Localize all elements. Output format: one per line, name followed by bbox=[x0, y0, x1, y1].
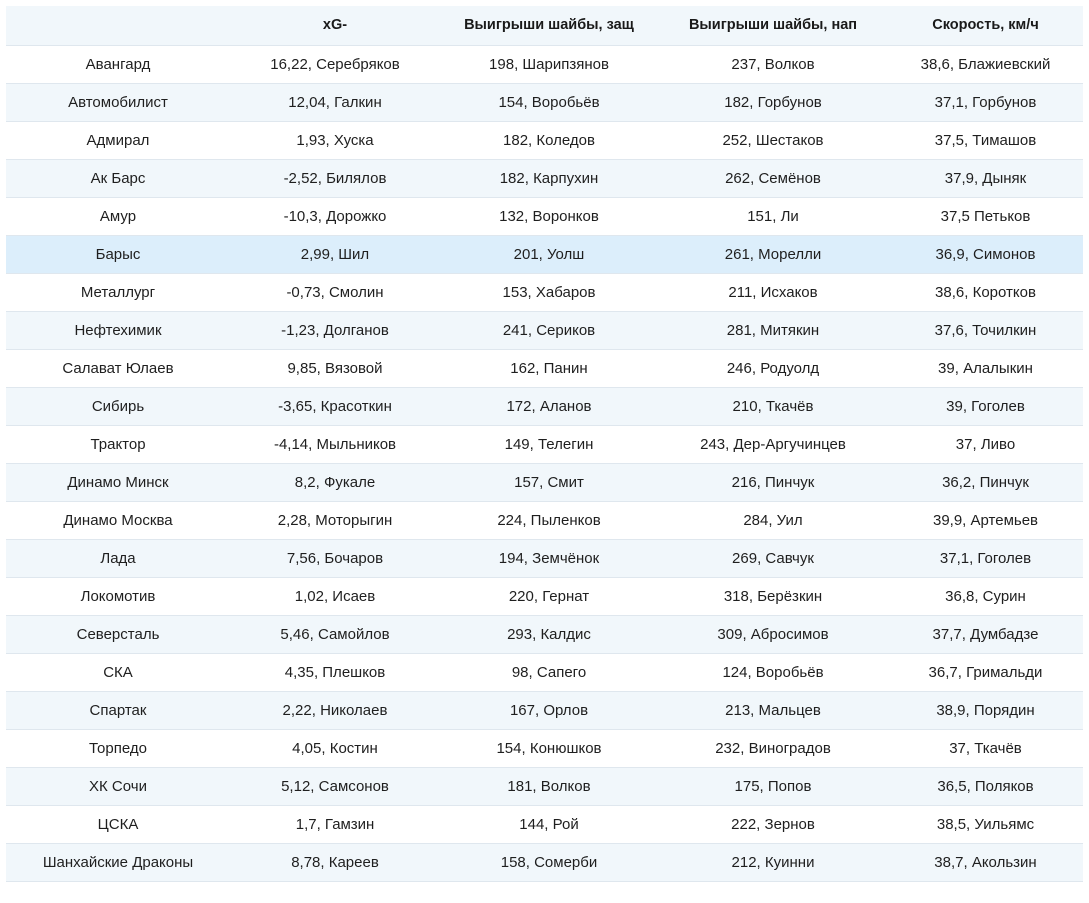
xg-cell: 16,22, Серебряков bbox=[230, 45, 440, 83]
faceoffs-def-cell: 167, Орлов bbox=[440, 691, 658, 729]
team-stats-table bbox=[6, 6, 1083, 882]
table-row bbox=[6, 691, 1083, 729]
table-row bbox=[6, 539, 1083, 577]
team-name-cell: Шанхайские Драконы bbox=[6, 843, 230, 881]
table-row bbox=[6, 463, 1083, 501]
speed-cell: 37,7, Думбадзе bbox=[888, 615, 1083, 653]
speed-cell: 36,9, Симонов bbox=[888, 235, 1083, 273]
team-name-cell: ЦСКА bbox=[6, 805, 230, 843]
team-name-cell: Торпедо bbox=[6, 729, 230, 767]
speed-cell: 38,7, Акользин bbox=[888, 843, 1083, 881]
faceoffs-def-cell: 132, Воронков bbox=[440, 197, 658, 235]
xg-cell: 4,05, Костин bbox=[230, 729, 440, 767]
faceoffs-def-cell: 154, Конюшков bbox=[440, 729, 658, 767]
table-row bbox=[6, 615, 1083, 653]
table-row bbox=[6, 653, 1083, 691]
table-row bbox=[6, 501, 1083, 539]
speed-cell: 37,5, Тимашов bbox=[888, 121, 1083, 159]
table-row bbox=[6, 349, 1083, 387]
xg-cell: 9,85, Вязовой bbox=[230, 349, 440, 387]
faceoffs-fwd-cell: 211, Исхаков bbox=[658, 273, 888, 311]
team-name-cell: Авангард bbox=[6, 45, 230, 83]
faceoffs-def-cell: 98, Сапего bbox=[440, 653, 658, 691]
team-name-cell: Динамо Минск bbox=[6, 463, 230, 501]
xg-cell: -2,52, Билялов bbox=[230, 159, 440, 197]
header-faceoffs-def: Выигрыши шайбы, защ bbox=[440, 6, 658, 45]
faceoffs-fwd-cell: 216, Пинчук bbox=[658, 463, 888, 501]
xg-cell: 2,99, Шил bbox=[230, 235, 440, 273]
table-row bbox=[6, 729, 1083, 767]
faceoffs-def-cell: 144, Рой bbox=[440, 805, 658, 843]
faceoffs-def-cell: 194, Земчёнок bbox=[440, 539, 658, 577]
faceoffs-fwd-cell: 284, Уил bbox=[658, 501, 888, 539]
speed-cell: 37,5 Петьков bbox=[888, 197, 1083, 235]
speed-cell: 39,9, Артемьев bbox=[888, 501, 1083, 539]
xg-cell: 5,46, Самойлов bbox=[230, 615, 440, 653]
team-name-cell: Лада bbox=[6, 539, 230, 577]
faceoffs-fwd-cell: 281, Митякин bbox=[658, 311, 888, 349]
xg-cell: 7,56, Бочаров bbox=[230, 539, 440, 577]
xg-cell: -3,65, Красоткин bbox=[230, 387, 440, 425]
speed-cell: 38,6, Коротков bbox=[888, 273, 1083, 311]
table-body bbox=[6, 45, 1083, 881]
table-row bbox=[6, 273, 1083, 311]
stats-table-container bbox=[6, 6, 1083, 882]
faceoffs-def-cell: 162, Панин bbox=[440, 349, 658, 387]
speed-cell: 37,1, Горбунов bbox=[888, 83, 1083, 121]
team-name-cell: Металлург bbox=[6, 273, 230, 311]
faceoffs-def-cell: 182, Коледов bbox=[440, 121, 658, 159]
table-row bbox=[6, 197, 1083, 235]
faceoffs-fwd-cell: 252, Шестаков bbox=[658, 121, 888, 159]
xg-cell: 1,02, Исаев bbox=[230, 577, 440, 615]
table-header bbox=[6, 6, 1083, 45]
speed-cell: 37,6, Точилкин bbox=[888, 311, 1083, 349]
table-row bbox=[6, 843, 1083, 881]
speed-cell: 37,9, Дыняк bbox=[888, 159, 1083, 197]
team-name-cell: Ак Барс bbox=[6, 159, 230, 197]
faceoffs-def-cell: 172, Аланов bbox=[440, 387, 658, 425]
team-name-cell: Адмирал bbox=[6, 121, 230, 159]
faceoffs-def-cell: 182, Карпухин bbox=[440, 159, 658, 197]
table-row bbox=[6, 311, 1083, 349]
faceoffs-fwd-cell: 212, Куинни bbox=[658, 843, 888, 881]
faceoffs-fwd-cell: 182, Горбунов bbox=[658, 83, 888, 121]
faceoffs-def-cell: 149, Телегин bbox=[440, 425, 658, 463]
faceoffs-fwd-cell: 210, Ткачёв bbox=[658, 387, 888, 425]
faceoffs-def-cell: 220, Гернат bbox=[440, 577, 658, 615]
xg-cell: -4,14, Мыльников bbox=[230, 425, 440, 463]
table-row bbox=[6, 159, 1083, 197]
faceoffs-def-cell: 241, Сериков bbox=[440, 311, 658, 349]
xg-cell: 8,78, Кареев bbox=[230, 843, 440, 881]
xg-cell: -1,23, Долганов bbox=[230, 311, 440, 349]
xg-cell: 12,04, Галкин bbox=[230, 83, 440, 121]
header-speed: Скорость, км/ч bbox=[888, 6, 1083, 45]
team-name-cell: Автомобилист bbox=[6, 83, 230, 121]
speed-cell: 38,9, Порядин bbox=[888, 691, 1083, 729]
table-row bbox=[6, 121, 1083, 159]
team-name-cell: Локомотив bbox=[6, 577, 230, 615]
faceoffs-def-cell: 224, Пыленков bbox=[440, 501, 658, 539]
table-row bbox=[6, 425, 1083, 463]
xg-cell: -10,3, Дорожко bbox=[230, 197, 440, 235]
team-name-cell: Северсталь bbox=[6, 615, 230, 653]
faceoffs-def-cell: 181, Волков bbox=[440, 767, 658, 805]
header-xg: xG- bbox=[230, 6, 440, 45]
faceoffs-fwd-cell: 222, Зернов bbox=[658, 805, 888, 843]
xg-cell: 1,7, Гамзин bbox=[230, 805, 440, 843]
header-row bbox=[6, 6, 1083, 45]
team-name-cell: Трактор bbox=[6, 425, 230, 463]
faceoffs-def-cell: 153, Хабаров bbox=[440, 273, 658, 311]
faceoffs-fwd-cell: 262, Семёнов bbox=[658, 159, 888, 197]
faceoffs-fwd-cell: 261, Морелли bbox=[658, 235, 888, 273]
header-faceoffs-fwd: Выигрыши шайбы, нап bbox=[658, 6, 888, 45]
table-row bbox=[6, 387, 1083, 425]
team-name-cell: Амур bbox=[6, 197, 230, 235]
table-row bbox=[6, 45, 1083, 83]
team-name-cell: ХК Сочи bbox=[6, 767, 230, 805]
xg-cell: 2,28, Моторыгин bbox=[230, 501, 440, 539]
xg-cell: 5,12, Самсонов bbox=[230, 767, 440, 805]
speed-cell: 36,8, Сурин bbox=[888, 577, 1083, 615]
xg-cell: 8,2, Фукале bbox=[230, 463, 440, 501]
xg-cell: 1,93, Хуска bbox=[230, 121, 440, 159]
faceoffs-fwd-cell: 269, Савчук bbox=[658, 539, 888, 577]
speed-cell: 36,2, Пинчук bbox=[888, 463, 1083, 501]
faceoffs-def-cell: 158, Сомерби bbox=[440, 843, 658, 881]
table-row bbox=[6, 767, 1083, 805]
faceoffs-fwd-cell: 237, Волков bbox=[658, 45, 888, 83]
faceoffs-def-cell: 154, Воробьёв bbox=[440, 83, 658, 121]
team-name-cell: Нефтехимик bbox=[6, 311, 230, 349]
speed-cell: 39, Гоголев bbox=[888, 387, 1083, 425]
team-name-cell: Сибирь bbox=[6, 387, 230, 425]
faceoffs-def-cell: 198, Шарипзянов bbox=[440, 45, 658, 83]
table-row bbox=[6, 235, 1083, 273]
speed-cell: 36,5, Поляков bbox=[888, 767, 1083, 805]
speed-cell: 37,1, Гоголев bbox=[888, 539, 1083, 577]
faceoffs-fwd-cell: 175, Попов bbox=[658, 767, 888, 805]
team-name-cell: Динамо Москва bbox=[6, 501, 230, 539]
xg-cell: 4,35, Плешков bbox=[230, 653, 440, 691]
faceoffs-fwd-cell: 318, Берёзкин bbox=[658, 577, 888, 615]
team-name-cell: СКА bbox=[6, 653, 230, 691]
faceoffs-fwd-cell: 232, Виноградов bbox=[658, 729, 888, 767]
team-name-cell: Салават Юлаев bbox=[6, 349, 230, 387]
xg-cell: -0,73, Смолин bbox=[230, 273, 440, 311]
table-row bbox=[6, 805, 1083, 843]
speed-cell: 36,7, Гримальди bbox=[888, 653, 1083, 691]
faceoffs-def-cell: 293, Калдис bbox=[440, 615, 658, 653]
speed-cell: 38,5, Уильямс bbox=[888, 805, 1083, 843]
team-name-cell: Спартак bbox=[6, 691, 230, 729]
team-name-cell: Барыс bbox=[6, 235, 230, 273]
faceoffs-fwd-cell: 213, Мальцев bbox=[658, 691, 888, 729]
faceoffs-def-cell: 201, Уолш bbox=[440, 235, 658, 273]
speed-cell: 37, Ливо bbox=[888, 425, 1083, 463]
speed-cell: 39, Алалыкин bbox=[888, 349, 1083, 387]
faceoffs-fwd-cell: 309, Абросимов bbox=[658, 615, 888, 653]
table-row bbox=[6, 577, 1083, 615]
faceoffs-fwd-cell: 243, Дер-Аргучинцев bbox=[658, 425, 888, 463]
faceoffs-fwd-cell: 124, Воробьёв bbox=[658, 653, 888, 691]
faceoffs-fwd-cell: 246, Родуолд bbox=[658, 349, 888, 387]
faceoffs-def-cell: 157, Смит bbox=[440, 463, 658, 501]
speed-cell: 38,6, Блажиевский bbox=[888, 45, 1083, 83]
table-row bbox=[6, 83, 1083, 121]
header-team bbox=[6, 6, 230, 45]
faceoffs-fwd-cell: 151, Ли bbox=[658, 197, 888, 235]
xg-cell: 2,22, Николаев bbox=[230, 691, 440, 729]
speed-cell: 37, Ткачёв bbox=[888, 729, 1083, 767]
